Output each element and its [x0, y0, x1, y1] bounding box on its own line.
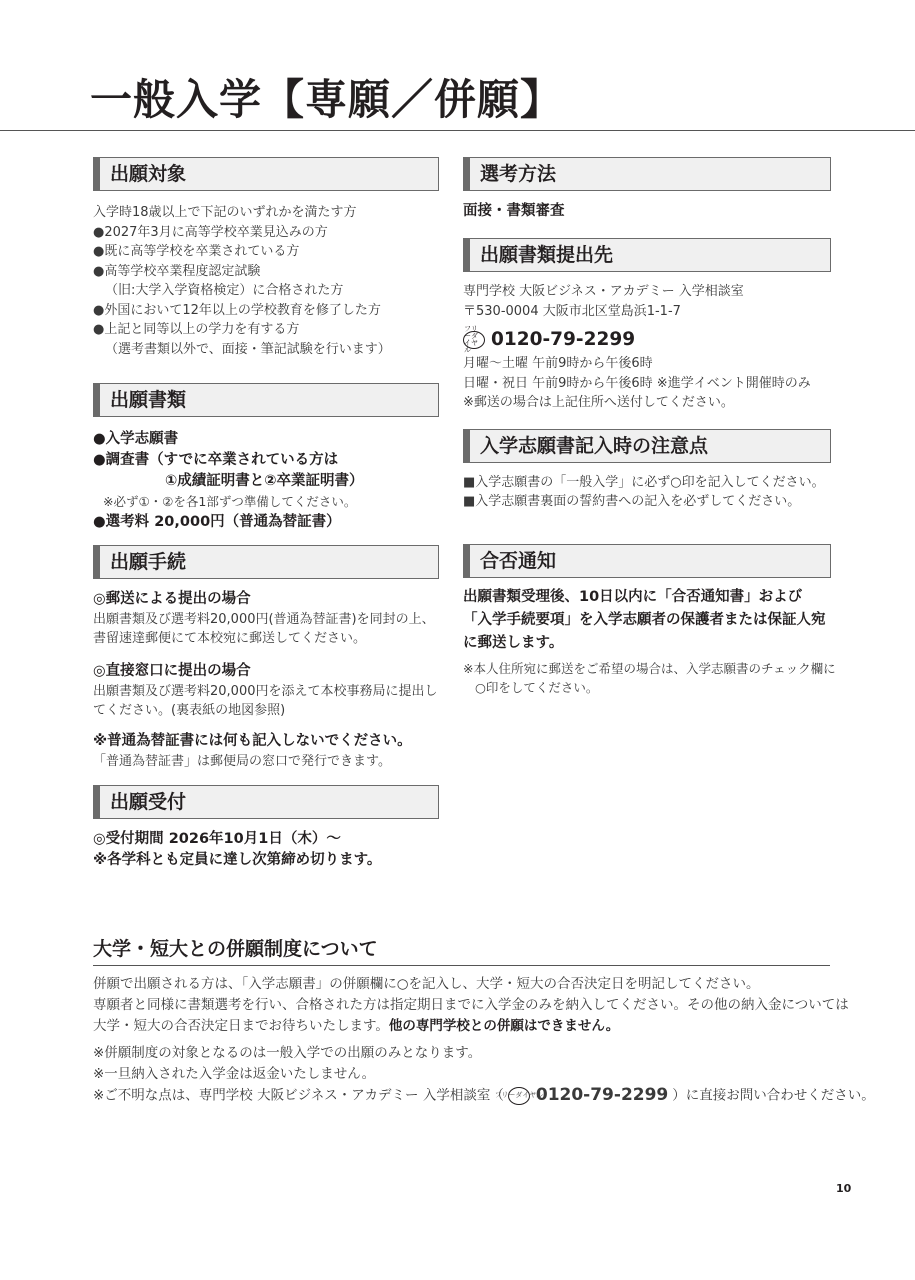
page-number: 10 — [836, 1182, 852, 1195]
procedure-counter-title: ◎直接窓口に提出の場合 — [93, 662, 251, 679]
eligibility-note: （選考書類以外で、面接・筆記試験を行います） — [105, 341, 391, 357]
eligibility-item-cont: （旧:大学入学資格検定）に合格された方 — [105, 283, 344, 298]
school-name: 専門学校 大阪ビジネス・アカデミー 入学相談室 — [463, 284, 744, 299]
eligibility-intro: 入学時18歳以上で下記のいずれかを満たす方 — [93, 205, 357, 220]
procedure-counter-text: てください。(裏表紙の地図参照) — [93, 703, 286, 718]
mail-note: ※郵送の場合は上記住所へ送付してください。 — [463, 395, 734, 410]
eligibility-item: ●高等学校卒業程度認定試験 — [93, 263, 261, 279]
reception-close-note: ※各学科とも定員に達し次第締め切ります。 — [93, 852, 382, 868]
eligibility-item: ●既に高等学校を卒業されている方 — [93, 244, 300, 259]
selection-method: 面接・書類審査 — [463, 203, 565, 219]
joint-application-text — [93, 1016, 830, 1037]
freedial-icon: フリーダイヤル — [463, 331, 485, 349]
school-address: 〒530-0004 大阪市北区堂島浜1-1-7 — [463, 303, 681, 319]
form-notes-body — [463, 473, 831, 512]
document-item: ●選考料 20,000円（普通為替証書） — [93, 513, 341, 530]
eligibility-item: ●2027年3月に高等学校卒業見込みの方 — [93, 224, 328, 240]
joint-application-title: 大学・短大との併願制度について — [93, 938, 378, 960]
documents-note: ※必ず①・②を各1部ずつ準備してください。 — [103, 494, 357, 509]
eligibility-list — [93, 203, 439, 359]
freedial-icon: フリーダイヤル — [508, 1087, 530, 1105]
contact-text: ※ご不明な点は、専門学校 大阪ビジネス・アカデミー 入学相談室（ — [93, 1087, 504, 1104]
section-header-selection: 選考方法 — [463, 157, 831, 191]
submit-to-body — [463, 282, 831, 413]
joint-application-text: 専願者と同様に書類選考を行い、合格された方は指定期日までに入学金のみを納入してください。その他の納入金については — [93, 997, 849, 1013]
result-text: 出願書類受理後、10日以内に「合否通知書」および「入学手続要項」を入学志願者の保護者または保証人宛に郵送します。 — [463, 588, 826, 651]
procedure-counter-text: 出願書類及び選考料20,000円を添えて本校事務局に提出し — [93, 683, 438, 699]
contact-phone-number[interactable]: 0120-79-2299 — [535, 1085, 669, 1105]
document-item: ●入学志願書 — [93, 431, 179, 447]
procedure-mail-text: 書留速達郵便にて本校宛に郵送してください。 — [93, 631, 367, 646]
document-item-cont: ①成績証明書と②卒業証明書） — [165, 473, 364, 489]
section-header-procedure: 出願手続 — [93, 545, 439, 579]
office-hours: 日曜・祝日 午前9時から午後6時 ※進学イベント開催時のみ — [463, 375, 811, 391]
joint-application-note: ※併願制度の対象となるのは一般入学での出願のみとなります。 — [93, 1045, 482, 1061]
form-note: ■入学志願書裏面の誓約書への記入を必ずしてください。 — [463, 494, 801, 509]
title-divider — [0, 130, 915, 131]
result-note-cont: ○印をしてください。 — [475, 680, 599, 695]
procedure-mail-text: 出願書類及び選考料20,000円(普通為替証書)を同封の上、 — [93, 611, 435, 627]
documents-list — [93, 429, 439, 533]
joint-application-contact — [93, 1085, 875, 1107]
joint-application-text-part: 大学・短大の合否決定日までお待ちいたします。 — [93, 1018, 389, 1034]
result-body — [463, 586, 836, 698]
section-header-eligibility: 出願対象 — [93, 157, 439, 191]
right-column — [463, 157, 836, 698]
reception-body — [93, 829, 439, 871]
joint-application-section — [93, 935, 875, 1107]
phone-number[interactable]: 0120-79-2299 — [491, 329, 636, 350]
procedure-warning: ※普通為替証書には何も記入しないでください。 — [93, 732, 412, 749]
section-header-reception: 出願受付 — [93, 785, 439, 819]
joint-application-note: ※一旦納入された入学金は返金いたしません。 — [93, 1066, 376, 1082]
document-item: ●調査書（すでに卒業されている方は — [93, 452, 339, 468]
section-header-submit-to: 出願書類提出先 — [463, 238, 831, 272]
form-note: ■入学志願書の「一般入学」に必ず○印を記入してください。 — [463, 474, 825, 490]
result-note: ※本人住所宛に郵送をご希望の場合は、入学志願書のチェック欄に — [463, 660, 836, 676]
phone-row — [463, 324, 831, 354]
contact-text: ）に直接お問い合わせください。 — [672, 1087, 875, 1104]
office-hours: 月曜～土曜 午前9時から午後6時 — [463, 356, 653, 371]
page-title: 一般入学【専願／併願】 — [90, 75, 564, 124]
eligibility-item: ●外国において12年以上の学校教育を修了した方 — [93, 302, 381, 318]
joint-application-divider — [93, 965, 830, 966]
procedure-warning-note: 「普通為替証書」は郵便局の窓口で発行できます。 — [93, 753, 391, 769]
section-header-result: 合否通知 — [463, 544, 831, 578]
eligibility-item: ●上記と同等以上の学力を有する方 — [93, 322, 300, 337]
reception-period: ◎受付期間 2026年10月1日（木）～ — [93, 831, 341, 847]
inline-phone — [494, 1085, 669, 1106]
section-header-form-notes: 入学志願書記入時の注意点 — [463, 429, 831, 463]
left-column — [93, 157, 439, 871]
joint-application-text: 併願で出願される方は、「入学志願書」の併願欄に○を記入し、大学・短大の合否決定日を明記してください。 — [93, 976, 760, 992]
procedure-mail-title: ◎郵送による提出の場合 — [93, 590, 251, 607]
section-header-documents: 出願書類 — [93, 383, 439, 417]
procedure-body — [93, 589, 439, 772]
joint-application-emphasis: 他の専門学校との併願はできません。 — [388, 1018, 620, 1034]
